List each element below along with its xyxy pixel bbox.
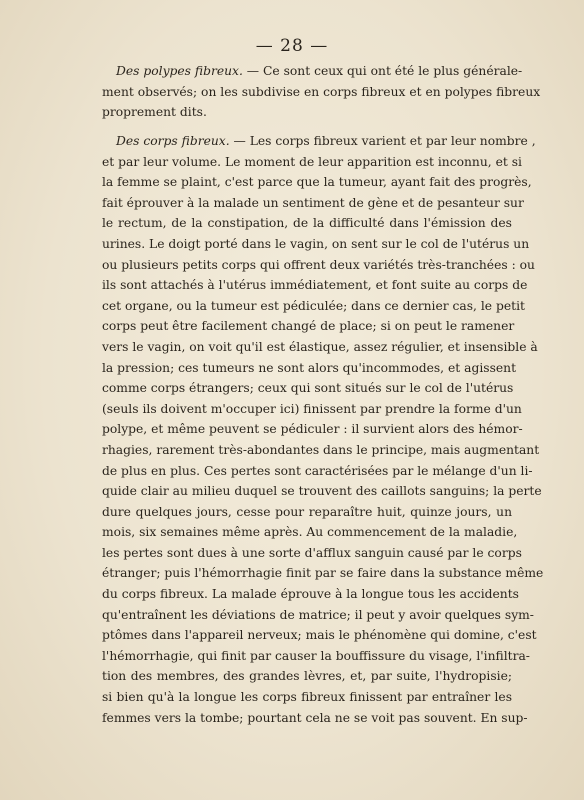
page-number: — 28 — (255, 36, 329, 56)
paragraph-line: rhagies, rarement très-abondantes dans le principe, mais augmentant (102, 442, 540, 457)
paragraph-polypes-fibreux (102, 61, 541, 123)
paragraph-line: fait éprouver à la malade un sentiment de gène et de pesanteur sur (102, 195, 524, 210)
section-heading: Des polypes fibreux. (116, 64, 243, 78)
paragraph-line: étranger; puis l'hémorrhagie finit par se faire dans la substance même (102, 566, 544, 581)
paragraph-line: le rectum, de la constipation, de la difficulté dans l'émission des (102, 216, 512, 231)
paragraph-line: (seuls ils doivent m'occuper ici) finissent par prendre la forme d'un (102, 401, 522, 416)
paragraph-line: dure quelques jours, cesse pour reparaître huit, quinze jours, un (102, 504, 512, 519)
paragraph-line: corps peut être facilement changé de place; si on peut le ramener (102, 319, 515, 334)
line-text: — Les corps fibreux varient et par leur nombre , (229, 134, 536, 148)
paragraph-line: si bien qu'à la longue les corps fibreux finissent par entraîner les (102, 690, 512, 705)
paragraph-corps-fibreux (102, 131, 544, 728)
paragraph-line: comme corps étrangers; ceux qui sont situés sur le col de l'utérus (102, 381, 514, 396)
paragraph-line: quide clair au milieu duquel se trouvent des caillots sanguins; la perte (102, 484, 542, 499)
paragraph-line (102, 131, 536, 152)
paragraph-line: polype, et même peuvent se pédiculer : il survient alors des hémor- (102, 422, 523, 437)
paragraph-line: les pertes sont dues à une sorte d'afflux sanguin causé par le corps (102, 545, 522, 560)
paragraph-line: de plus en plus. Ces pertes sont caractérisées par le mélange d'un li- (102, 463, 533, 478)
line-text: — Ce sont ceux qui ont été le plus générale- (242, 64, 523, 78)
paragraph-line: ment observés; on les subdivise en corps fibreux et en polypes fibreux (102, 84, 541, 99)
section-heading: Des corps fibreux. (116, 134, 230, 148)
paragraph-line (102, 61, 523, 82)
paragraph-line: la pression; ces tumeurs ne sont alors qu'incommodes, et agissent (102, 360, 517, 375)
paragraph-line: ou plusieurs petits corps qui offrent deux variétés très-tranchées : ou (102, 257, 535, 272)
paragraph-line: femmes vers la tombe; pourtant cela ne se voit pas souvent. En sup- (102, 710, 528, 725)
paragraph-line: du corps fibreux. La malade éprouve à la longue tous les accidents (102, 587, 519, 602)
paragraph-line: qu'entraînent les déviations de matrice; il peut y avoir quelques sym- (102, 607, 534, 622)
paragraph-line: ptômes dans l'appareil nerveux; mais le phénomène qui domine, c'est (102, 628, 537, 643)
paragraph-line: tion des membres, des grandes lèvres, et, par suite, l'hydropisie; (102, 669, 512, 684)
paragraph-line: mois, six semaines même après. Au commencement de la maladie, (102, 525, 518, 540)
paragraph-line: ils sont attachés à l'utérus immédiatement, et font suite au corps de (102, 278, 528, 293)
paragraph-line: cet organe, ou la tumeur est pédiculée; dans ce dernier cas, le petit (102, 298, 525, 313)
paragraph-line: proprement dits. (102, 105, 207, 120)
paragraph-line: vers le vagin, on voit qu'il est élastique, assez régulier, et insensible à (102, 339, 538, 354)
paragraph-line: urines. Le doigt porté dans le vagin, on sent sur le col de l'utérus un (102, 236, 530, 251)
paragraph-line: l'hémorrhagie, qui finit par causer la bouffissure du visage, l'infiltra- (102, 648, 530, 663)
paragraph-line: et par leur volume. Le moment de leur apparition est inconnu, et si (102, 154, 522, 169)
paragraph-line: la femme se plaint, c'est parce que la tumeur, ayant fait des progrès, (102, 175, 532, 190)
